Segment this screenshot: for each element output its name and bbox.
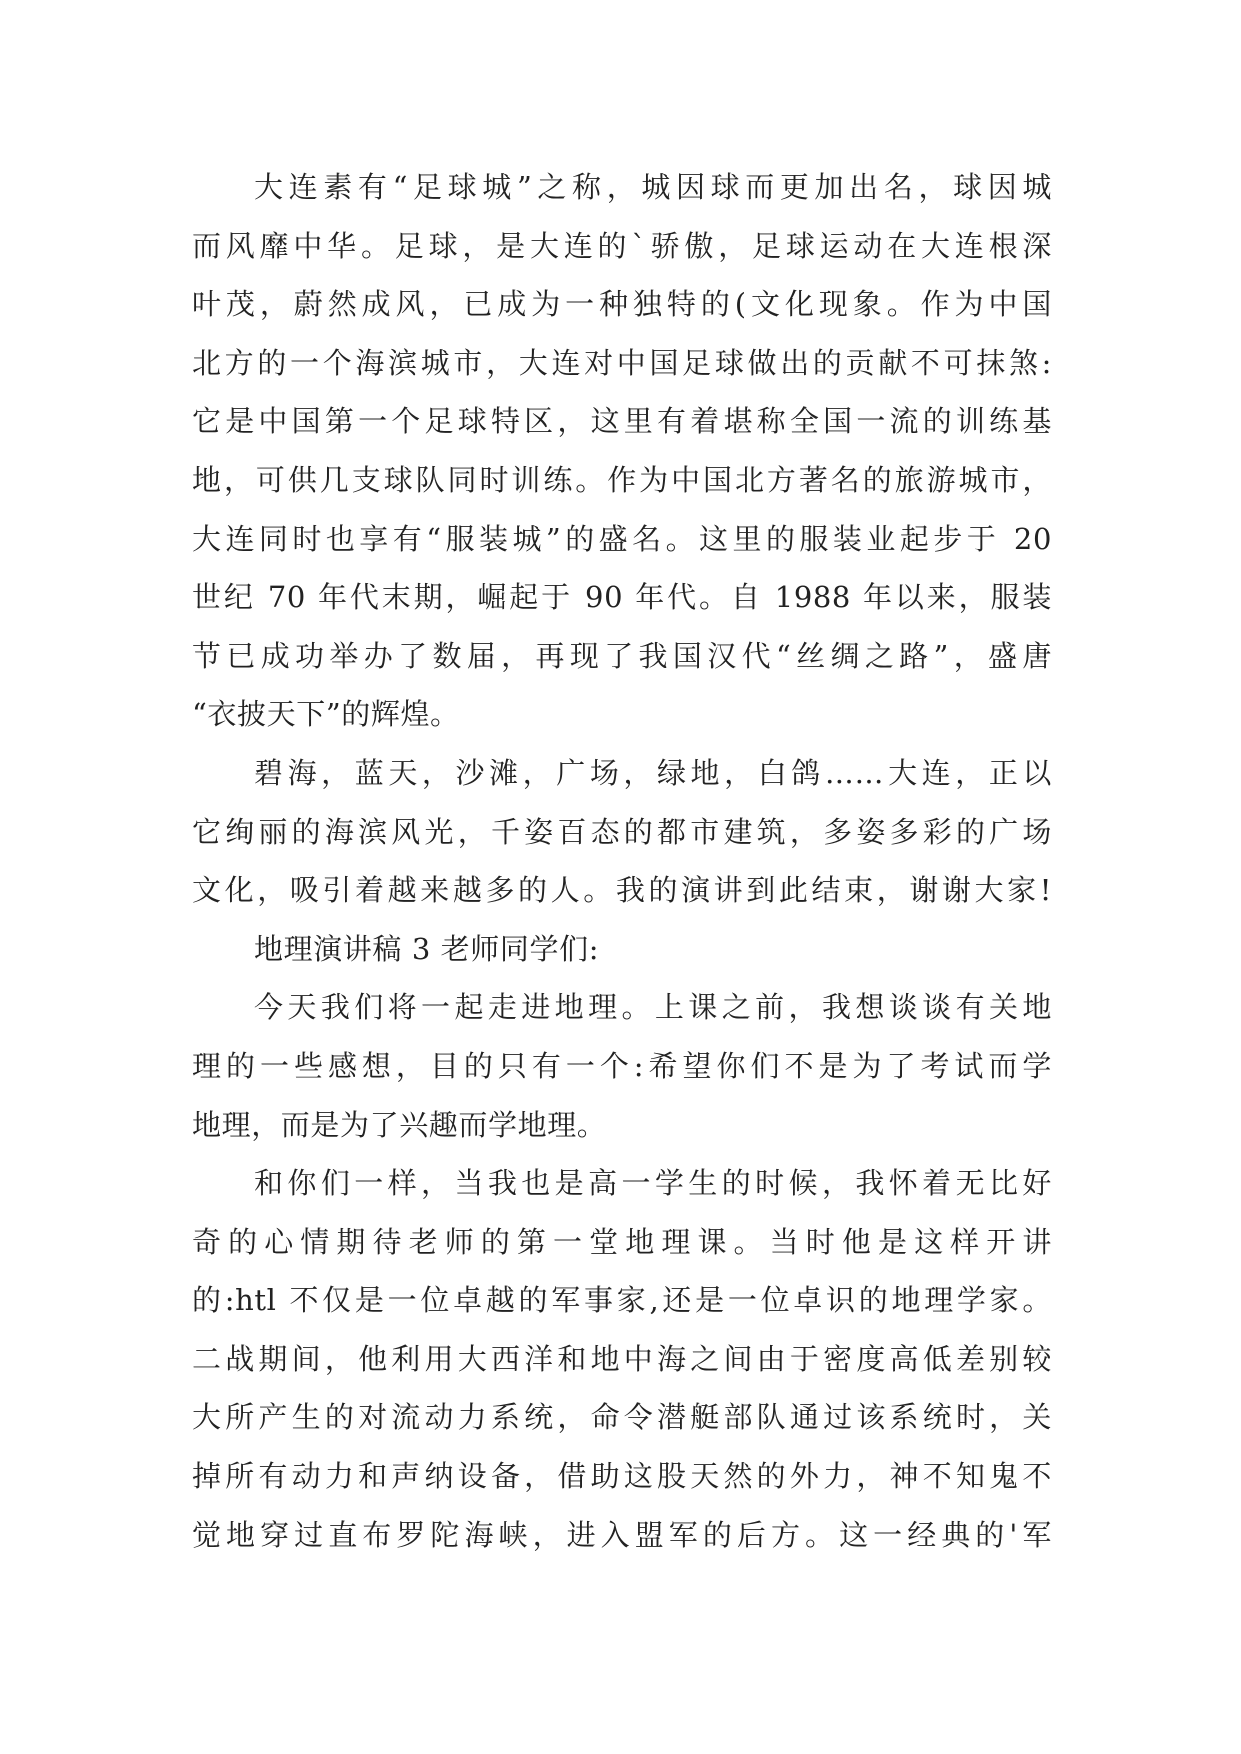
text-line: 地理演讲稿 3 老师同学们:: [254, 931, 600, 966]
text-line: 今天我们将一起走进地理。上课之前，我想谈谈有关地: [254, 990, 1052, 1025]
text-line: 它是中国第一个足球特区，这里有着堪称全国一流的训练基: [192, 404, 1052, 439]
text-line: 地理，而是为了兴趣而学地理。: [192, 1107, 607, 1142]
text-line: 觉地穿过直布罗陀海峡，进入盟军的后方。这一经典的'军: [192, 1517, 1052, 1552]
text-line: 理的一些感想，目的只有一个:希望你们不是为了考试而学: [192, 1048, 1052, 1083]
text-line: 北方的一个海滨城市，大连对中国足球做出的贡献不可抹煞:: [192, 345, 1052, 380]
body-text: [192, 158, 1052, 1564]
text-line: 文化，吸引着越来越多的人。我的演讲到此结束，谢谢大家!: [192, 873, 1052, 908]
text-line: 奇的心情期待老师的第一堂地理课。当时他是这样开讲: [192, 1224, 1052, 1259]
text-line: 和你们一样，当我也是高一学生的时候，我怀着无比好: [254, 1166, 1052, 1201]
text-line: 的:htl 不仅是一位卓越的军事家,还是一位卓识的地理学家。: [192, 1283, 1052, 1318]
text-line: 大所产生的对流动力系统，命令潜艇部队通过该系统时，关: [192, 1400, 1052, 1435]
text-line: 大连素有“足球城”之称，城因球而更加出名，球因城: [254, 170, 1052, 204]
text-line: 叶茂，蔚然成风，已成为一种独特的(文化现象。作为中国: [192, 287, 1052, 322]
text-line: 它绚丽的海滨风光，千姿百态的都市建筑，多姿多彩的广场: [192, 814, 1052, 849]
text-line: 世纪 70 年代末期，崛起于 90 年代。自 1988 年以来，服装: [192, 580, 1052, 615]
text-line: 大连同时也享有“服装城”的盛名。这里的服装业起步于 20: [192, 521, 1052, 556]
text-line: 碧海，蓝天，沙滩，广场，绿地，白鸽……大连，正以: [254, 755, 1052, 790]
text-line: 二战期间，他利用大西洋和地中海之间由于密度高低差别较: [192, 1341, 1052, 1376]
text-line: 掉所有动力和声纳设备，借助这股天然的外力，神不知鬼不: [192, 1459, 1052, 1494]
text-line: “衣披天下”的辉煌。: [192, 697, 460, 732]
text-line: 地，可供几支球队同时训练。作为中国北方著名的旅游城市，: [192, 462, 1052, 497]
text-line: 而风靡中华。足球，是大连的`骄傲，足球运动在大连根深: [192, 228, 1052, 263]
text-line: 节已成功举办了数届，再现了我国汉代“丝绸之路”，盛唐: [192, 638, 1052, 673]
